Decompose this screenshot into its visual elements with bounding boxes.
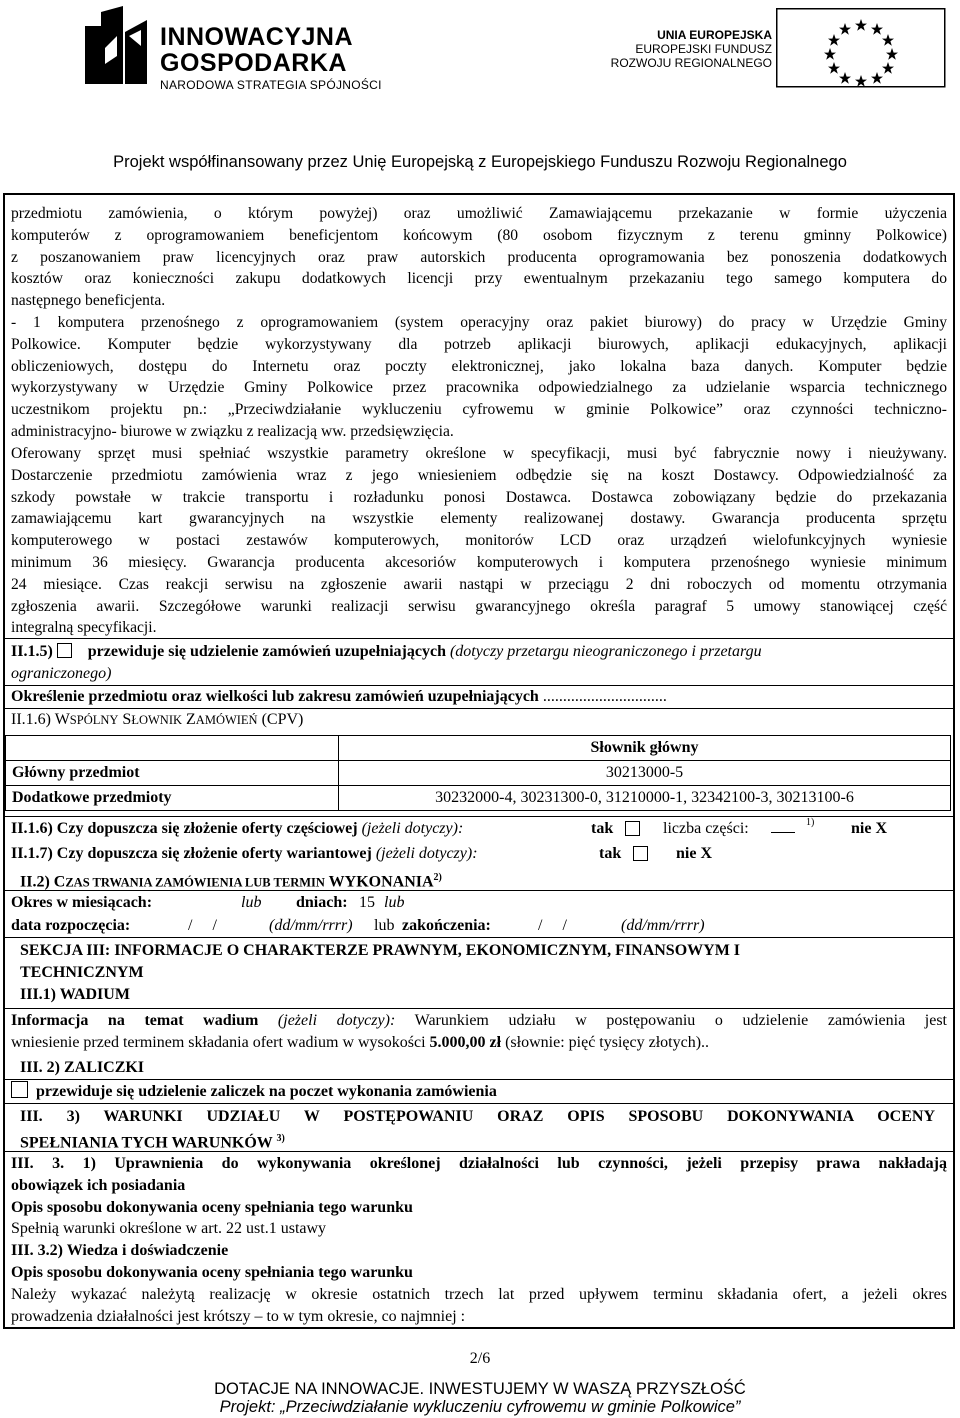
laptop-paragraph xyxy=(11,312,947,443)
divider xyxy=(3,1079,953,1080)
text-line: administracyjno- biurowe w związku z realizacją ww. przedsięwzięcia. xyxy=(11,422,454,440)
innowacyjna-gospodarka-logo xyxy=(85,4,385,94)
wadium-text: Warunkiem udziału w postępowaniu o udzielenie zamówienia jest xyxy=(414,1012,948,1029)
text-line: komputerów z oprogramowaniem beneficjentom końcowym (80 osobom fizycznym z terenu gminny Polkowice) xyxy=(11,226,947,244)
months-label: Okres w miesiącach: xyxy=(11,894,153,911)
cpv-row-value: 30232000-4, 30231300-0, 31210000-1, 32342100-3, 30213100-6 xyxy=(339,786,951,811)
text-line: Oferowany sprzęt musi spełniać wszystkie parametry określone w specyfikacji, musi być fabrycznie nowy i nieużywany. xyxy=(11,445,947,462)
cpv-table xyxy=(5,735,951,811)
text-line: uczestnikom projektu pn.: „Przeciwdziałanie wykluczeniu cyfrowemu w gminie Polkowice” oraz czynności techniczno- xyxy=(11,401,947,419)
text-line: przedmiotu zamówienia, o którym powyżej) oraz umożliwić Zamawiającemu przekazanie w formie użyczenia xyxy=(11,205,947,222)
days-value: 15 xyxy=(359,894,375,911)
intro-paragraph xyxy=(11,203,947,312)
text-line: następnego beneficjenta. xyxy=(11,292,166,310)
section-label: przewiduje się udzielenie zamówień uzupełniających xyxy=(87,643,446,660)
text-line: Opis sposobu dokonywania oceny spełniania tego warunku xyxy=(11,1198,413,1216)
section-note: (dotyczy przetargu nieograniczonego i przetargu xyxy=(449,643,762,660)
brand-line-2: GOSPODARKA xyxy=(160,49,347,77)
no-label: nie X xyxy=(851,820,887,837)
heading-part: (CPV) xyxy=(257,711,304,728)
section-II-1-5 xyxy=(11,641,947,685)
divider xyxy=(3,1151,953,1152)
heading-part: WYKONANIA xyxy=(324,873,434,891)
cpv-row-value: 30213000-5 xyxy=(339,761,951,786)
text-line: Polkowice. Komputer będzie wykorzystywany dla potrzeb aplikacji biurowych, aplikacji edukacyjnych, aplikacji xyxy=(11,335,947,353)
eu-line-3: ROZWOJU REGIONALNEGO xyxy=(610,56,772,70)
text-line: komputerowego w postaci zestawów komputerowych, monitorów LCD oraz urządzeń wielofunkcyjnych wyniesie xyxy=(11,532,947,550)
yes-label: tak xyxy=(591,820,614,837)
question-label: II.1.6) Czy dopuszcza się złożenie oferty częściowej xyxy=(11,820,358,837)
definition-dots: ............................... xyxy=(542,688,667,705)
eu-logo xyxy=(612,8,947,88)
no-label: nie X xyxy=(676,845,712,862)
eu-line-1: UNIA EUROPEJSKA xyxy=(657,28,772,42)
text-line: obowiązek ich posiadania xyxy=(11,1176,186,1194)
warranty-paragraph xyxy=(11,443,947,639)
date-format: (dd/mm/rrrr) xyxy=(621,917,705,934)
table-row xyxy=(6,761,951,786)
text-line: obliczeniowych, dostępu do Internetu oraz poczty elektronicznej, jako lokalna baza danych. Komputer będzie xyxy=(11,357,947,375)
brand-line-1: INNOWACYJNA xyxy=(160,23,354,51)
or-label: lub xyxy=(374,917,395,934)
text-line xyxy=(11,1010,947,1032)
text-line: wykorzystywany w Urzędzie Gminy Polkowice przez pracownika odpowiedzialnego za udzielanie wsparcia technicznego xyxy=(11,379,947,397)
heading-line xyxy=(20,1128,935,1154)
eu-flag-icon xyxy=(776,8,946,88)
divider xyxy=(3,937,953,938)
heading-part: S xyxy=(118,711,132,728)
parts-label: liczba części: xyxy=(663,820,749,837)
footnote-ref: 2) xyxy=(433,872,442,883)
definition-label: Określenie przedmiotu oraz wielkości lub zakresu zamówień uzupełniających xyxy=(11,688,539,705)
or-label: lub xyxy=(241,894,262,911)
condition-3-1 xyxy=(11,1153,947,1327)
brand-line-3: NARODOWA STRATEGIA SPÓJNOŚCI xyxy=(160,78,382,92)
wadium-heading: III.1) WADIUM xyxy=(20,986,130,1003)
footnote-ref: 1) xyxy=(806,817,815,828)
advance-heading: III. 2) ZALICZKI xyxy=(20,1059,145,1076)
text-line: - 1 komputera przenośnego z oprogramowaniem (system operacyjny oraz pakiet biurowy) do pracy w Urzędzie Gminy xyxy=(11,314,947,331)
text-line: 24 miesiące. Czas reakcji serwisu na zgłoszenie awarii nastąpi w przeciągu 2 dni roboczych od momentu otrzymania xyxy=(11,575,947,593)
text-line: z poszanowaniem praw licencyjnych oraz praw autorskich producenta oprogramowania bez ponoszenia dodatkowych xyxy=(11,248,947,266)
parts-blank[interactable] xyxy=(771,832,795,833)
term-dates-row xyxy=(11,915,947,937)
partial-yes-checkbox[interactable] xyxy=(625,821,640,836)
section-note: ograniczonego) xyxy=(11,664,112,682)
question-note: (jeżeli dotyczy): xyxy=(361,820,464,837)
wadium-text: (słownie: pięć tysięcy złotych).. xyxy=(505,1033,710,1051)
wadium-note: (jeżeli dotyczy): xyxy=(277,1012,396,1029)
section-III-title xyxy=(20,940,940,1006)
term-months-row xyxy=(11,892,947,914)
heading-line: III. 3) WARUNKI UDZIAŁU W POSTĘPOWANIU ORAZ OPIS SPOSOBU DOKONYWANIA OCENY xyxy=(20,1108,935,1125)
text-line: III. 3. 1) Uprawnienia do wykonywania określonej działalności lub czynności, jeżeli przepisy prawa nakładają xyxy=(11,1155,947,1172)
date-format: (dd/mm/rrrr) xyxy=(269,917,353,934)
variant-yes-checkbox[interactable] xyxy=(633,846,648,861)
advance-label: przewiduje się udzielenie zaliczek na poczet wykonania zamówienia xyxy=(36,1083,497,1100)
table-row xyxy=(6,786,951,811)
text-line: Dostarczenie przedmiotu zamówienia wraz z jego wniesieniem odbędzie się na koszt Dostawcy. Odpowiedzialność za xyxy=(11,466,947,484)
table-row xyxy=(6,736,951,761)
section-number: II.1.5) xyxy=(11,643,53,660)
heading-part: AMÓWIEŃ xyxy=(195,713,258,727)
text-line: kosztów oraz konieczności zakupu dodatkowych licencji przy ewentualnym przekazaniu tego samego komputera do xyxy=(11,270,947,288)
divider xyxy=(3,638,953,639)
text-line: minimum 36 miesięcy. Gwarancja producenta akcesoriów komputerowych i komputera przenośnego wyniesie minimum xyxy=(11,553,947,571)
table-cell xyxy=(6,736,339,761)
text-line xyxy=(11,1032,947,1054)
footnote-ref: 3) xyxy=(276,1132,285,1144)
heading-part: II.2) C xyxy=(20,873,66,891)
wadium-amount: 5.000,00 zł xyxy=(429,1033,502,1051)
heading-part: II.1.6) W xyxy=(11,711,70,728)
partial-offer-row xyxy=(11,818,947,840)
start-date-value[interactable]: / / xyxy=(188,917,217,934)
text-line: zgłoszenia awarii. Szczegółowe warunki realizacji serwisu gwarancyjnego określa paragraf 5 umowy stanowiącej część xyxy=(11,597,947,615)
wadium-label: Informacja na temat wadium xyxy=(11,1012,259,1029)
text-line: zamawiającemu kart gwarancyjnych na wszystkie elementy realizowanej dostawy. Gwarancja producenta sprzętu xyxy=(11,510,947,528)
text-line: Opis sposobu dokonywania oceny spełniania tego warunku xyxy=(11,1263,413,1281)
cpv-row-label: Główny przedmiot xyxy=(6,761,339,786)
days-label: dniach: xyxy=(296,894,348,911)
cpv-row-label: Dodatkowe przedmioty xyxy=(6,786,339,811)
page-number: 2/6 xyxy=(469,1350,491,1367)
ig-emblem-icon xyxy=(85,6,150,86)
question-label: II.1.7) Czy dopuszcza się złożenie oferty wariantowej xyxy=(11,845,372,862)
wadium-info xyxy=(11,1010,947,1054)
yes-label: tak xyxy=(599,845,622,862)
text-line: Spełnią warunki określone w art. 22 ust.1 ustawy xyxy=(11,1220,327,1238)
supplementary-orders-checkbox[interactable] xyxy=(57,643,72,658)
wadium-text: wniesienie przed terminem składania ofert wadium w wysokości xyxy=(11,1033,426,1051)
advance-checkbox[interactable] xyxy=(11,1081,28,1098)
title-line: SEKCJA III: INFORMACJE O CHARAKTERZE PRAWNYM, EKONOMICZNYM, FINANSOWYM I xyxy=(20,942,741,959)
title-line: TECHNICZNYM xyxy=(20,964,144,981)
supplementary-definition xyxy=(11,686,947,708)
text-line: III. 3.2) Wiedza i doświadczenie xyxy=(11,1242,229,1260)
footer-project: Projekt: „Przeciwdziałanie wykluczeniu cyfrowemu w gminie Polkowice” xyxy=(219,1398,741,1416)
cpv-heading xyxy=(11,709,947,732)
divider xyxy=(3,1103,953,1104)
conditions-heading xyxy=(20,1106,935,1154)
heading-part: SPÓLNY xyxy=(69,713,119,727)
eu-line-2: EUROPEJSKI FUNDUSZ xyxy=(635,42,772,56)
variant-offer-row xyxy=(11,843,947,865)
heading-part: ZAS TRWANIA ZAMÓWIENIA LUB TERMIN xyxy=(65,875,325,890)
or-label: lub xyxy=(384,894,405,911)
footer-slogan: DOTACJE NA INNOWACJE. INWESTUJEMY W WASZĄ PRZYSZŁOŚĆ xyxy=(214,1380,746,1398)
divider xyxy=(3,1008,953,1009)
question-note: (jeżeli dotyczy): xyxy=(375,845,478,862)
text-line: prowadzenia działalności jest krótszy – to w tym okresie, co najmniej : xyxy=(11,1307,466,1325)
cofinancing-note: Projekt współfinansowany przez Unię Europejską z Europejskiego Funduszu Rozwoju Regionalnego xyxy=(113,153,847,171)
cpv-header: Słownik główny xyxy=(339,736,951,761)
text-line: szkody powstałe w trakcie transportu i rozładunku ponosi Dostawca. Dostawca zobowiązany będzie do przekazania xyxy=(11,488,947,506)
heading-text: SPEŁNIANIA TYCH WARUNKÓW xyxy=(20,1134,273,1152)
end-date-value[interactable]: / / xyxy=(538,917,567,934)
divider xyxy=(3,890,953,891)
text-line: Należy wykazać należytą realizację w okresie ostatnich trzech lat przed upływem terminu składania ofert, a jeżeli okres xyxy=(11,1285,947,1303)
text-line: integralną specyfikacji. xyxy=(11,619,157,637)
advance-row xyxy=(11,1081,947,1103)
heading-part: Z xyxy=(182,711,196,728)
heading-part: ŁOWNIK xyxy=(131,713,183,727)
end-label: zakończenia: xyxy=(402,917,491,934)
start-label: data rozpoczęcia: xyxy=(11,917,131,934)
